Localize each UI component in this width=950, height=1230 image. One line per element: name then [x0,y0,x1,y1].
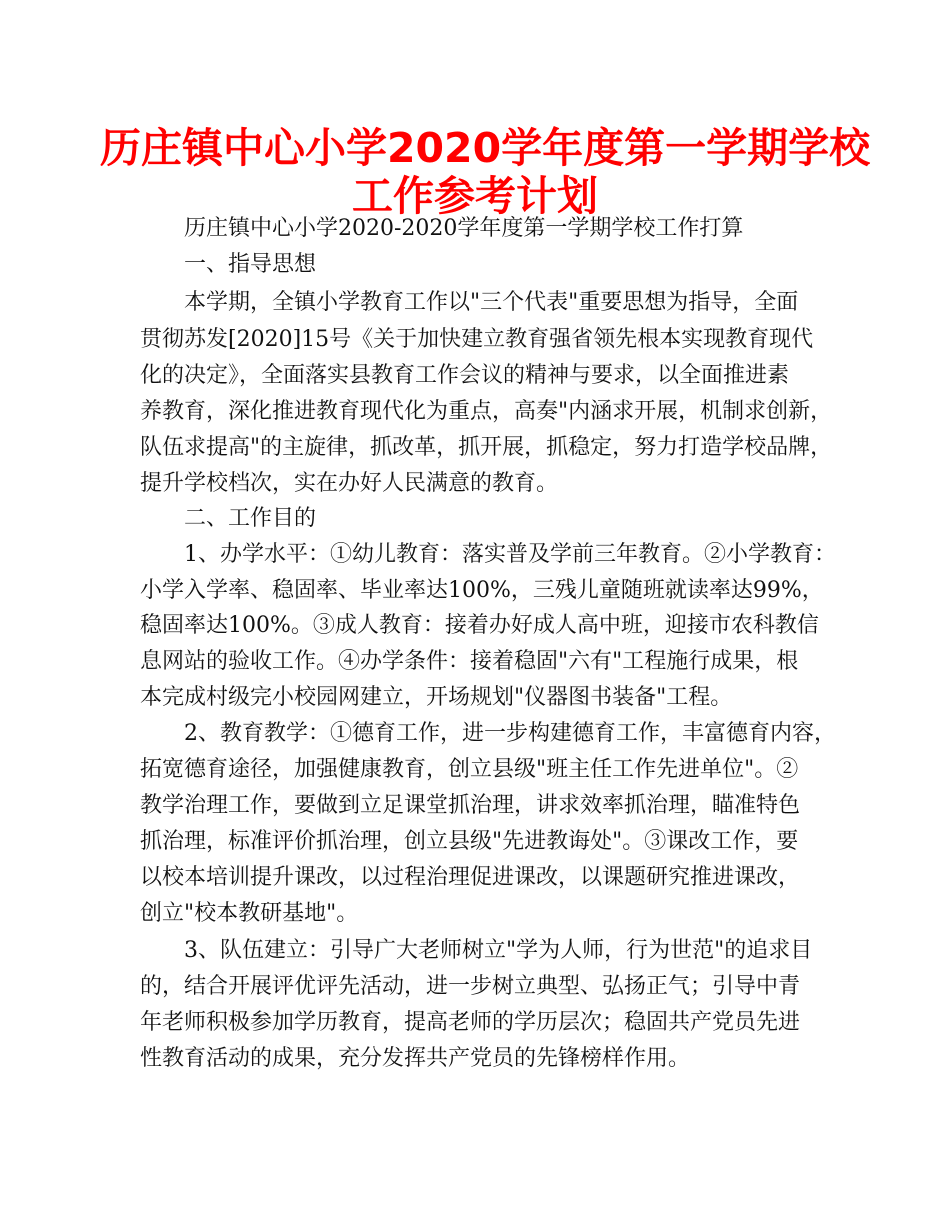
section-heading-work-goals: 二、工作目的 [184,506,317,531]
paragraph-line: 拓宽德育途径，加强健康教育，创立县级"班主任工作先进单位"。② [140,757,799,782]
document-title-line-1: 历庄镇中心小学2020学年度第一学期学校 [100,124,871,172]
paragraph-line: 小学入学率、稳固率、毕业率达100%，三残儿童随班就读率达99%， [140,578,824,603]
document-title-line-2: 工作参考计划 [352,172,598,220]
paragraph-line: 年老师积极参加学历教育，提高老师的学历层次；稳固共产党员先进 [140,1010,801,1035]
paragraph-line: 抓治理，标准评价抓治理，创立县级"先进教诲处"。③课改工作，要 [140,829,799,854]
paragraph-line: 化的决定》，全面落实县教育工作会议的精神与要求，以全面推进素 [140,363,790,388]
section-heading-guiding-thought: 一、指导思想 [184,252,317,277]
paragraph-line: 本学期，全镇小学教育工作以"三个代表"重要思想为指导，全面 [184,290,799,315]
paragraph-line: 贯彻苏发[2020]15号《关于加快建立教育强省领先根本实现教育现代 [140,327,814,352]
paragraph-line: 1、办学水平：①幼儿教育：落实普及学前三年教育。②小学教育： [184,542,836,567]
paragraph-line: 创立"校本教研基地"。 [140,901,359,926]
paragraph-line: 养教育，深化推进教育现代化为重点，高奏"内涵求开展，机制求创新， [140,399,833,424]
paragraph-line: 性教育活动的成果，充分发挥共产党员的先锋榜样作用。 [140,1046,691,1071]
paragraph-line: 本完成村级完小校园网建立，开场规划"仪器图书装备"工程。 [140,685,733,710]
paragraph-line: 息网站的验收工作。④办学条件：接着稳固"六有"工程施行成果，根 [140,649,799,674]
paragraph-line: 稳固率达100%。③成人教育：接着办好成人高中班，迎接市农科教信 [140,613,819,638]
paragraph-line: 教学治理工作，要做到立足课堂抓治理，讲求效率抓治理，瞄准特色 [140,793,801,818]
paragraph-line: 提升学校档次，实在办好人民满意的教育。 [140,471,559,496]
document-subtitle: 历庄镇中心小学2020-2020学年度第一学期学校工作打算 [184,216,744,241]
paragraph-line: 队伍求提高"的主旋律，抓改革，抓开展，抓稳定，努力打造学校品牌， [140,435,833,460]
paragraph-line: 以校本培训提升课改，以过程治理促进课改，以课题研究推进课改， [140,865,801,890]
paragraph-line: 2、教育教学：①德育工作，进一步构建德育工作，丰富德育内容， [184,721,836,746]
paragraph-line: 3、队伍建立：引导广大老师树立"学为人师，行为世范"的追求目 [184,938,813,963]
paragraph-line: 的，结合开展评优评先活动，进一步树立典型、弘扬正气；引导中青 [140,974,801,999]
